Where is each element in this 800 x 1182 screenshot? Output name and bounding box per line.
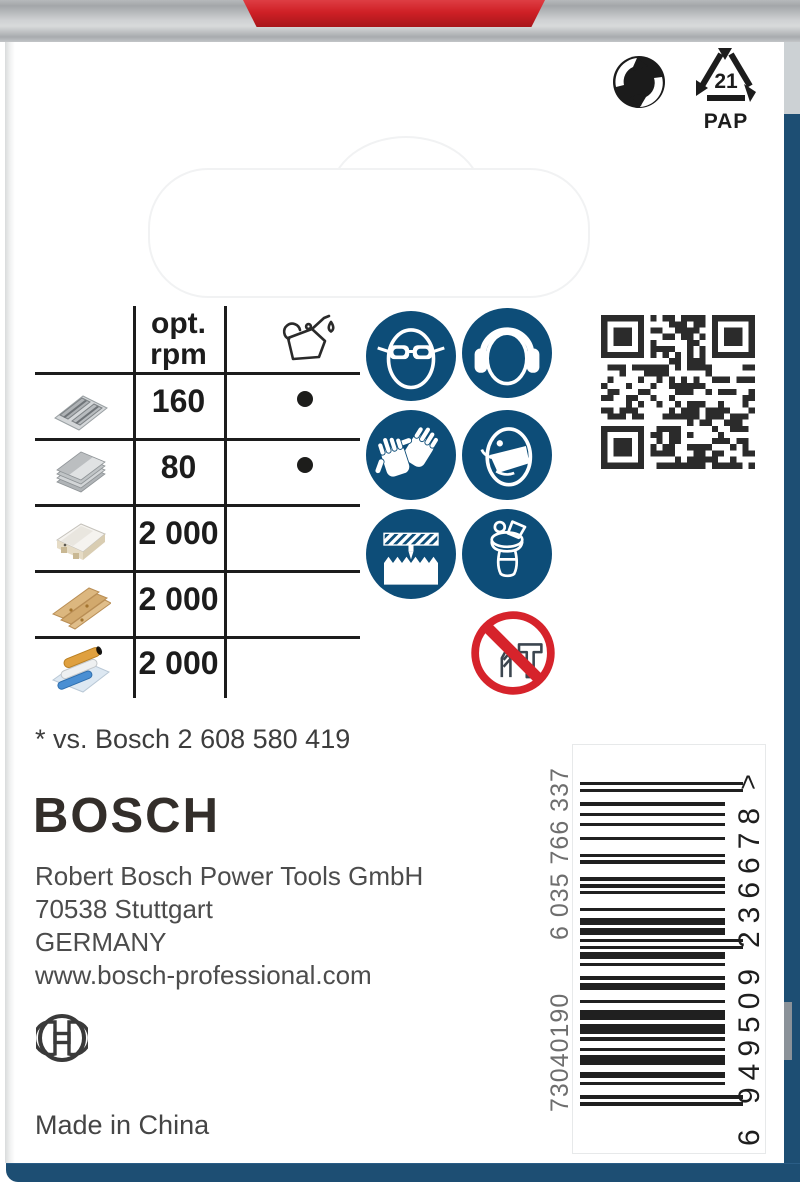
material-icon-sheet-metal <box>49 448 119 502</box>
rpm-value: 2 000 <box>138 581 219 617</box>
card-right-edge-gray <box>784 42 800 114</box>
pap-code-number: 21 <box>714 70 738 93</box>
table-line <box>35 570 360 573</box>
bosch-armature-logo-icon <box>36 1012 88 1064</box>
rpm-column-header <box>133 308 224 370</box>
bosch-red-header-tab <box>243 0 545 27</box>
ean-barcode <box>580 782 743 1106</box>
green-dot-recycling-icon <box>610 53 668 111</box>
barcode-side-number-upper: 6 035 766 337 <box>546 767 574 940</box>
pap-21-recycling-icon <box>688 46 764 133</box>
ean-group1: 949509 <box>733 961 766 1104</box>
no-hammer-action-icon <box>470 610 556 701</box>
pap-material-label: PAP <box>703 110 749 133</box>
manufacturer-website: www.bosch-professional.com <box>35 960 372 990</box>
wear-dust-mask-icon <box>462 410 552 505</box>
manufacturer-name: Robert Bosch Power Tools GmbH <box>35 861 424 891</box>
manufacturer-city: 70538 Stuttgart <box>35 894 213 924</box>
rpm-value: 80 <box>160 449 197 485</box>
qr-code <box>592 306 764 478</box>
rpm-value: 2 000 <box>138 515 219 551</box>
footnote-comparison: * vs. Bosch 2 608 580 419 <box>35 724 351 754</box>
country-of-origin: Made in China <box>35 1110 210 1140</box>
material-icon-plastic-pipes <box>49 644 119 698</box>
speed-table <box>35 300 360 698</box>
wear-protective-gloves-icon <box>366 410 456 505</box>
card-left-edge <box>5 42 15 1163</box>
bosch-wordmark: BOSCH <box>33 789 220 843</box>
oil-required-dot <box>249 391 360 412</box>
manufacturer-address <box>35 860 423 992</box>
rpm-header-line2: rpm <box>150 338 207 371</box>
oil-required-dot <box>249 457 360 478</box>
rpm-header-line1: opt. <box>151 307 206 340</box>
card-bottom-blue-band <box>6 1163 800 1182</box>
wear-ear-protection-icon <box>462 308 552 403</box>
table-line <box>35 372 360 375</box>
table-line <box>35 438 360 441</box>
ean-first-digit: 6 <box>733 1129 766 1146</box>
material-icon-wood <box>49 580 119 634</box>
card-right-edge-shadow <box>784 1002 792 1060</box>
ean-end-mark: > <box>733 774 763 790</box>
use-hole-saw-icon <box>462 509 552 604</box>
rpm-value: 2 000 <box>138 645 219 681</box>
table-line <box>35 504 360 507</box>
blister-outline <box>148 168 590 298</box>
wear-eye-protection-icon <box>366 311 456 406</box>
material-icon-metal-profiles <box>49 382 119 436</box>
table-line <box>35 636 360 639</box>
oil-can-icon <box>249 310 360 371</box>
manufacturer-country: GERMANY <box>35 927 167 957</box>
material-icon-porcelain-tile <box>49 514 119 568</box>
table-line <box>224 306 227 698</box>
barcode-side-number-lower: 73040190 <box>546 992 574 1112</box>
observe-cutting-depth-icon <box>366 509 456 604</box>
rpm-value: 160 <box>151 383 206 419</box>
ean-group2: 236678 <box>733 799 766 948</box>
